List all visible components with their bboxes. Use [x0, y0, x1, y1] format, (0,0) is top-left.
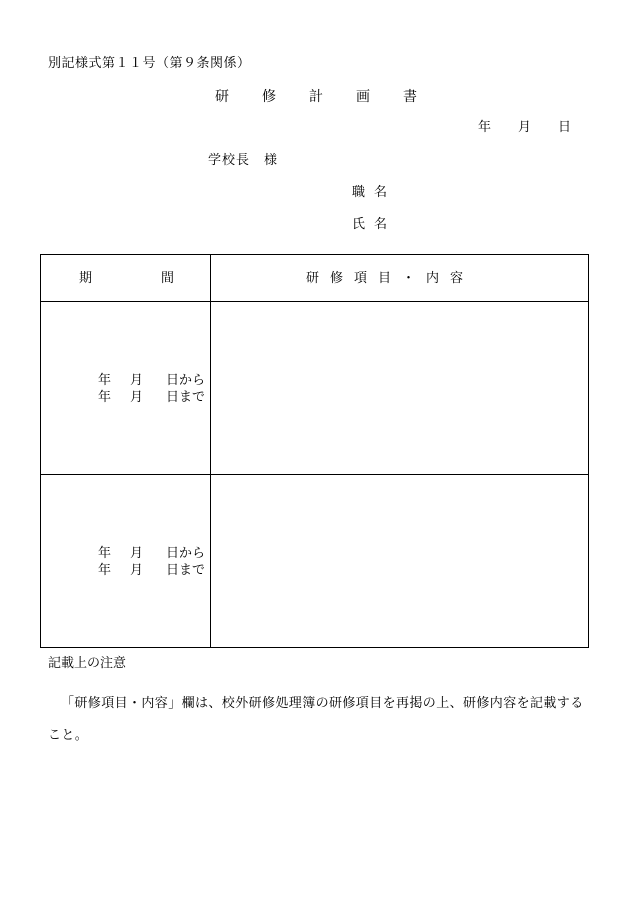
period-column-header	[79, 271, 243, 287]
date-month-label: 月	[518, 120, 532, 135]
period-cell	[98, 545, 205, 579]
date-year-label: 年	[478, 120, 492, 135]
content-column-header	[306, 271, 474, 287]
form-number: 別記様式第１１号（第９条関係）	[48, 56, 251, 71]
header-char: 項	[354, 271, 368, 286]
header-char: 研	[306, 271, 320, 286]
title-char: 計	[309, 89, 323, 105]
period-year-label: 年	[98, 563, 112, 578]
period-year-label: 年	[98, 373, 112, 388]
header-char: 期	[79, 271, 93, 286]
title-char: 書	[403, 89, 417, 105]
addressee: 学校長 様	[208, 153, 279, 168]
header-char: ・	[402, 271, 416, 286]
date-field	[478, 120, 571, 136]
period-to-line	[98, 562, 205, 579]
period-year-label: 年	[98, 546, 112, 561]
column-divider	[210, 255, 211, 647]
position-label: 職名	[352, 185, 397, 200]
period-month-label: 月	[130, 373, 144, 388]
training-plan-table	[40, 254, 589, 648]
period-day-from-label: 日から	[166, 373, 206, 388]
title-char: 画	[356, 89, 370, 105]
notes-body: 「研修項目・内容」欄は、校外研修処理簿の研修項目を再掲の上、研修内容を記載すること。	[48, 696, 584, 743]
header-char: 容	[450, 271, 464, 286]
document-title	[215, 89, 450, 105]
date-day-label: 日	[558, 120, 572, 135]
period-day-to-label: 日まで	[166, 390, 206, 405]
period-from-line	[98, 545, 205, 562]
period-month-label: 月	[130, 563, 144, 578]
period-cell	[98, 372, 205, 406]
period-day-to-label: 日まで	[166, 563, 206, 578]
header-char: 目	[378, 271, 392, 286]
header-char: 修	[330, 271, 344, 286]
title-char: 研	[215, 89, 229, 105]
header-char: 間	[161, 271, 175, 286]
title-char: 修	[262, 89, 276, 105]
period-year-label: 年	[98, 390, 112, 405]
row-divider	[41, 474, 588, 475]
period-month-label: 月	[130, 390, 144, 405]
name-label: 氏名	[352, 217, 397, 232]
period-month-label: 月	[130, 546, 144, 561]
header-char: 内	[426, 271, 440, 286]
period-day-from-label: 日から	[166, 546, 206, 561]
header-divider	[41, 301, 588, 302]
period-to-line	[98, 389, 205, 406]
notes-heading: 記載上の注意	[48, 656, 127, 671]
period-from-line	[98, 372, 205, 389]
